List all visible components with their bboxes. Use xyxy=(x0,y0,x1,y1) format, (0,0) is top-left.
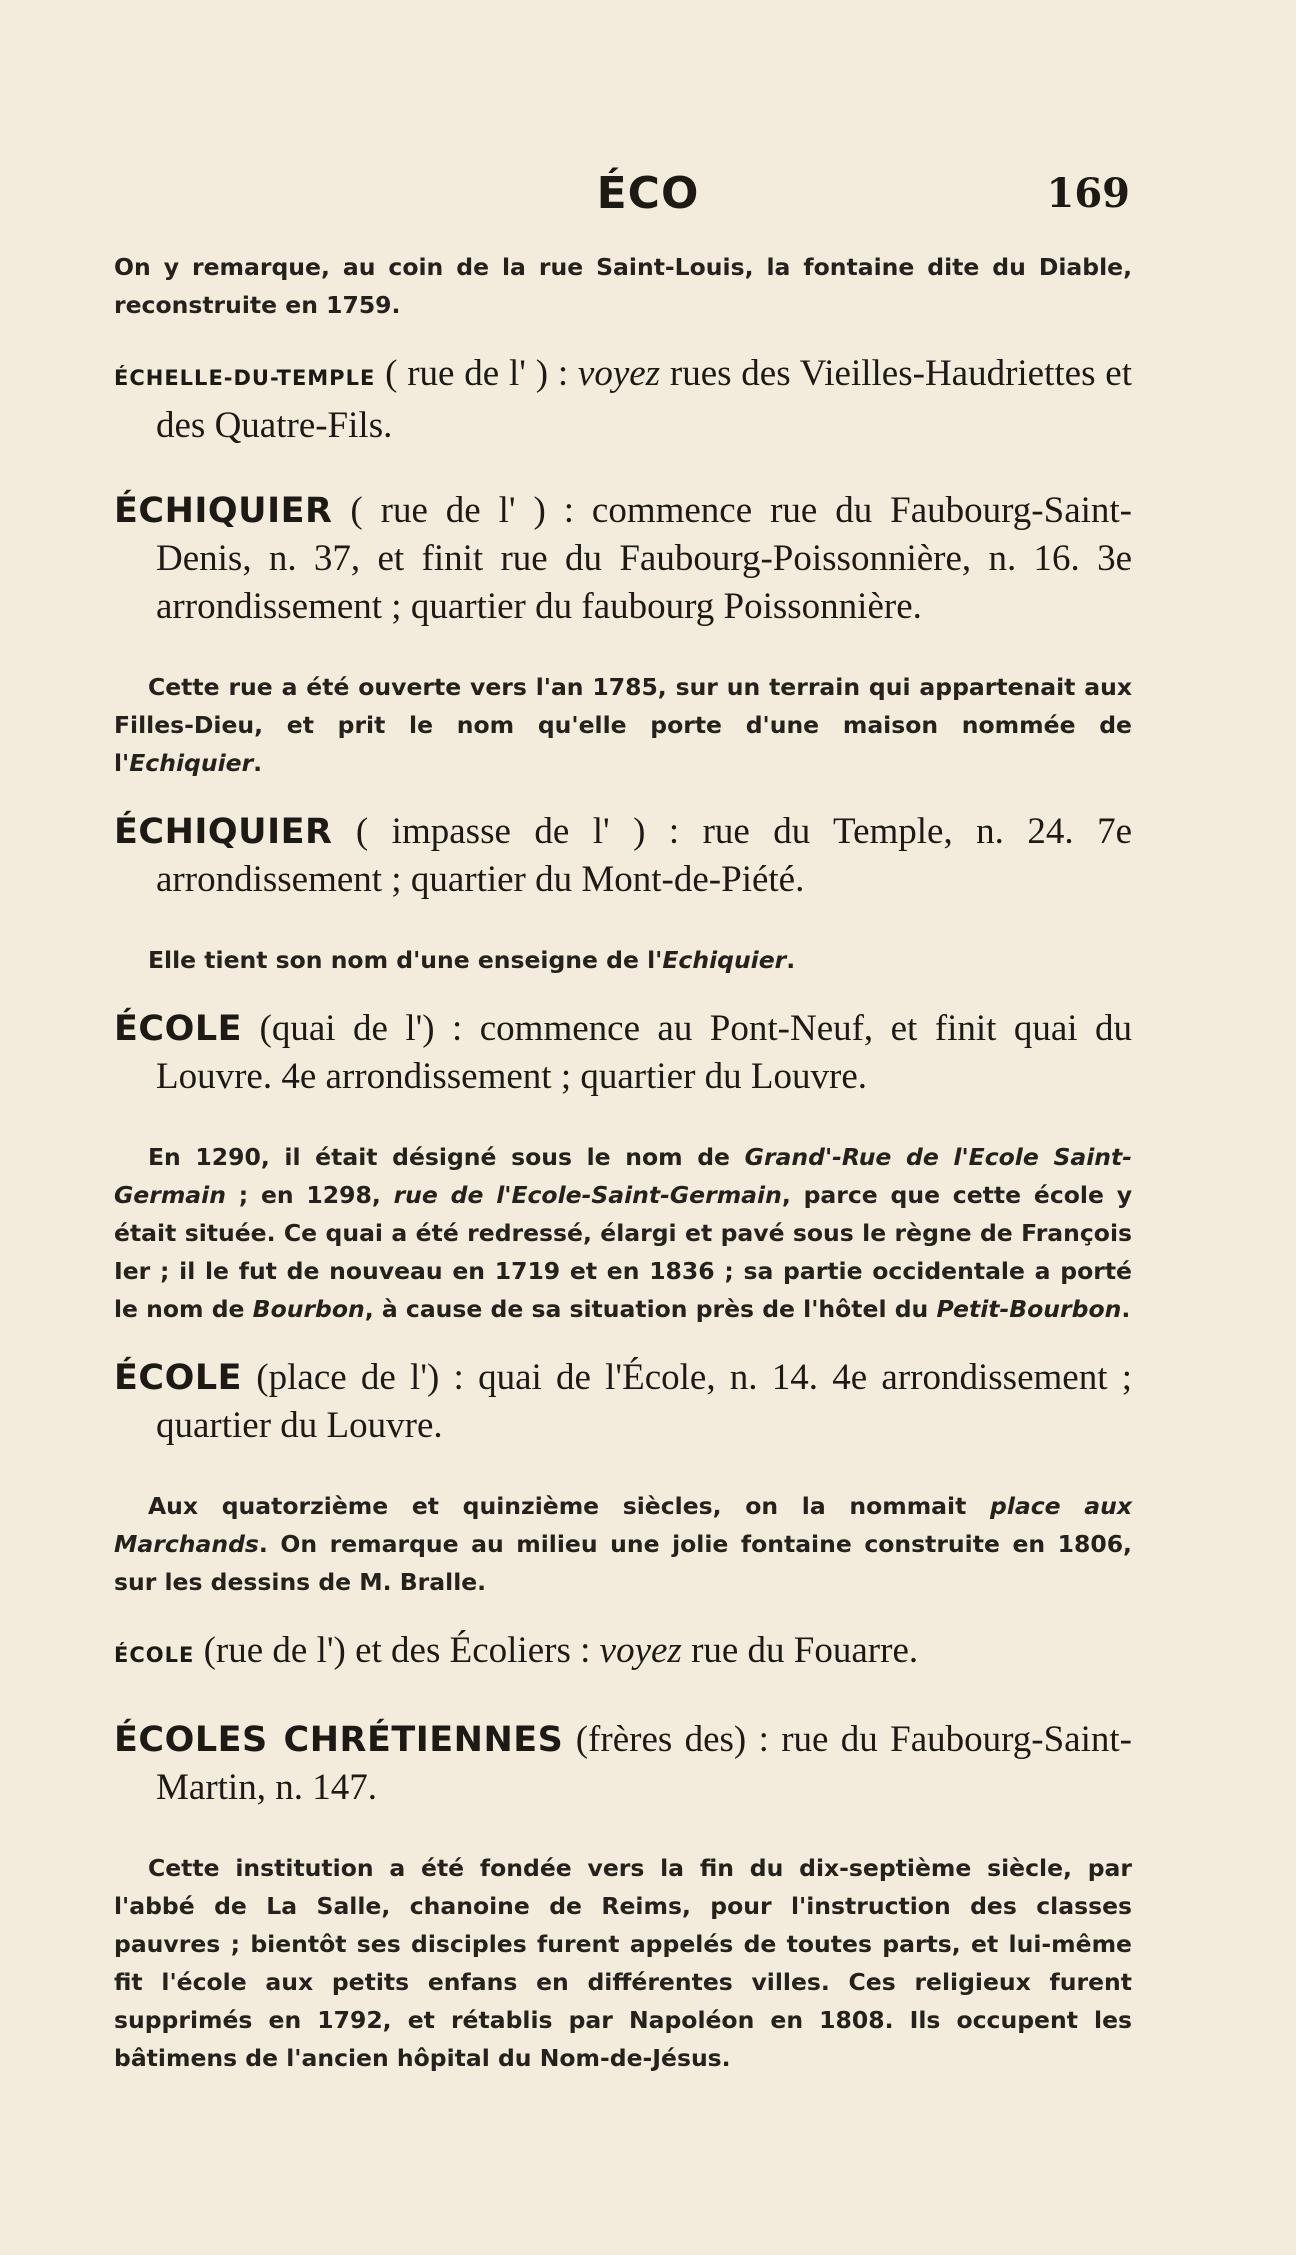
note-ecole-quai xyxy=(114,1138,1132,1328)
note-text-3: , parce que cette école y était située. Ce quai a été redressé, élargi et pavé sous le règne de François Ier ; il le fut de nouveau en 1719 et en 1836 ; sa partie occidentale a porté le nom de xyxy=(114,1181,1133,1323)
entry-keyword: ÉCOLES CHRÉTIENNES xyxy=(114,1720,564,1760)
entry-text: (rue de l') et des Écoliers : xyxy=(194,1630,600,1671)
entry-voyez: voyez xyxy=(577,353,661,394)
entry-text: (place de l') : quai de l'École, n. 14. 4e arrondissement ; quartier du Louvre. xyxy=(156,1357,1132,1446)
note-ecoles-chretiennes: Cette institution a été fondée vers la fin du dix-septième siècle, par l'abbé de La Salle, chanoine de Reims, pour l'instruction des classes pauvres ; bientôt ses disciples furent appelés de toutes parts, et lui-même fit l'école aux petits enfans en différentes villes. Ces religieux furent supprimés en 1792, et rétablis par Napoléon en 1808. Ils occupent les bâtimens de l'ancien hôpital du Nom-de-Jésus. xyxy=(114,1854,1132,2072)
note-italic: Echiquier xyxy=(129,749,254,777)
entry-text: ( rue de l' ) : xyxy=(375,353,578,394)
entry-keyword: ÉCHIQUIER xyxy=(114,812,333,852)
entry-ecoles-chretiennes xyxy=(114,1716,1132,1812)
entry-text: (frères des) : rue du Faubourg-Saint-Martin, n. 147. xyxy=(156,1719,1132,1808)
text-block xyxy=(114,248,1132,2101)
entry-ecole-rue xyxy=(114,1627,1132,1679)
entry-echiquier-rue xyxy=(114,487,1132,631)
page-number: 169 xyxy=(1046,170,1130,217)
note-italic-1: Grand'-Rue de l'Ecole Saint-Germain xyxy=(114,1143,1133,1209)
note-text-end: . xyxy=(1121,1295,1131,1323)
entry-keyword: ÉCOLE xyxy=(114,1358,243,1398)
note-text: Elle tient son nom d'une enseigne de l' xyxy=(148,946,663,974)
entry-text-2: rue du Fouarre. xyxy=(681,1630,919,1671)
note-text-end: . xyxy=(253,749,263,777)
note-italic: Echiquier xyxy=(662,946,787,974)
note-text-2: ; en 1298, xyxy=(225,1181,394,1209)
entry-voyez: voyez xyxy=(599,1630,682,1671)
note-text-end: . On remarque au milieu une jolie fontaine construite en 1806, sur les dessins de M. Bralle. xyxy=(114,1530,1132,1596)
note-text: Aux quatorzième et quinzième siècles, on la nommait xyxy=(148,1492,990,1520)
note-echiquier-impasse xyxy=(114,941,1132,979)
note-text-4: , à cause de sa situation près de l'hôtel du xyxy=(364,1295,937,1323)
entry-echiquier-impasse xyxy=(114,808,1132,904)
note-text-end: . xyxy=(786,946,796,974)
paragraph-fontaine-du-diable: On y remarque, au coin de la rue Saint-Louis, la fontaine dite du Diable, reconstruite en 1759. xyxy=(114,253,1132,319)
entry-text: ( impasse de l' ) : rue du Temple, n. 24. 7e arrondissement ; quartier du Mont-de-Piété. xyxy=(156,811,1132,900)
note-italic-3: Bourbon xyxy=(252,1295,365,1323)
entry-keyword: ÉCHELLE-DU-TEMPLE xyxy=(114,366,376,390)
entry-keyword: ÉCOLE xyxy=(114,1009,243,1049)
entry-text: ( rue de l' ) : commence rue du Faubourg-Saint-Denis, n. 37, et finit rue du Faubourg-Poissonnière, n. 16. 3e arrondissement ; quartier du faubourg Poissonnière. xyxy=(156,490,1132,627)
entry-keyword: ÉCHIQUIER xyxy=(114,491,333,531)
entry-text: (quai de l') : commence au Pont-Neuf, et finit quai du Louvre. 4e arrondissement ; quartier du Louvre. xyxy=(156,1008,1132,1097)
note-ecole-place xyxy=(114,1487,1132,1601)
entry-keyword: ÉCOLE xyxy=(114,1643,195,1667)
note-italic-4: Petit-Bourbon xyxy=(936,1295,1122,1323)
entry-ecole-place xyxy=(114,1354,1132,1450)
entry-text-2: rues des Vieilles-Haudriettes et des Quatre-Fils. xyxy=(156,353,1132,446)
running-head-word: ÉCO xyxy=(596,168,700,219)
note-text: Cette rue a été ouverte vers l'an 1785, sur un terrain qui appartenait aux Filles-Dieu, et prit le nom qu'elle porte d'une maison nommée de l' xyxy=(114,673,1132,777)
note-italic: place aux Marchands xyxy=(114,1492,1133,1558)
entry-echelle-du-temple xyxy=(114,350,1132,450)
note-text: En 1290, il était désigné sous le nom de xyxy=(148,1143,745,1171)
note-echiquier-rue xyxy=(114,668,1132,782)
entry-ecole-quai xyxy=(114,1005,1132,1101)
running-head xyxy=(0,168,1296,228)
note-italic-2: rue de l'Ecole-Saint-Germain xyxy=(393,1181,782,1209)
